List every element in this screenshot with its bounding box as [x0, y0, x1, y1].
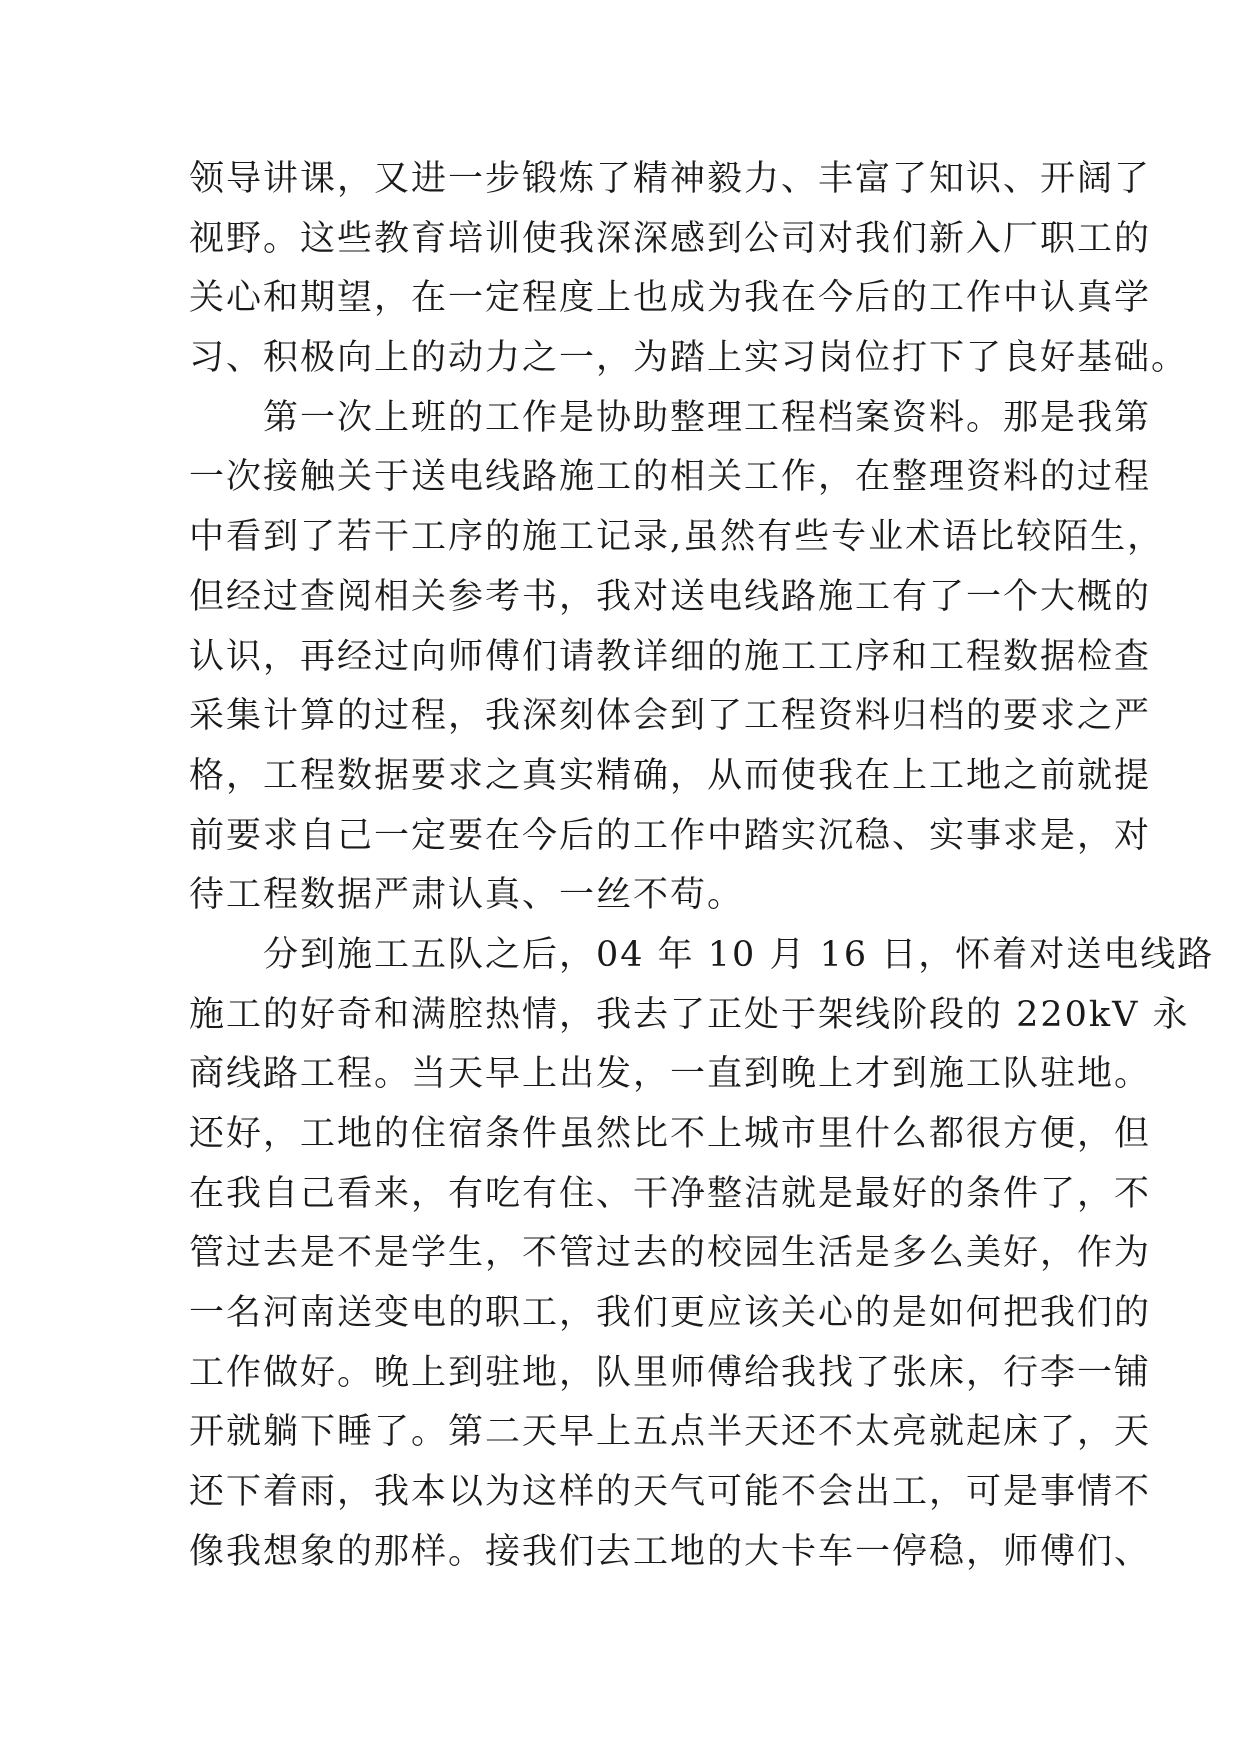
text-line: 关心和期望，在一定程度上也成为我在今后的工作中认真学	[189, 278, 1152, 319]
text-line: 开就躺下睡了。第二天早上五点半天还不太亮就起床了，天	[189, 1412, 1152, 1453]
text-line: 待工程数据严肃认真、一丝不苟。	[189, 875, 745, 916]
body-text	[189, 150, 1215, 1583]
text-line: 还下着雨，我本以为这样的天气可能不会出工，可是事情不	[189, 1472, 1152, 1513]
text-line: 还好，工地的住宿条件虽然比不上城市里什么都很方便，但	[189, 1114, 1152, 1154]
text-line: 认识，再经过向师傅们请教详细的施工工序和工程数据检查	[189, 636, 1152, 677]
text-line: 中看到了若干工序的施工记录,虽然有些专业术语比较陌生，	[189, 517, 1165, 558]
text-line: 采集计算的过程，我深刻体会到了工程资料归档的要求之严	[189, 696, 1152, 737]
text-line: 但经过查阅相关参考书，我对送电线路施工有了一个大概的	[189, 576, 1152, 617]
text-line: 视野。这些教育培训使我深深感到公司对我们新入厂职工的	[189, 218, 1152, 259]
text-line: 格，工程数据要求之真实精确，从而使我在上工地之前就提	[189, 755, 1152, 796]
text-line: 施工的好奇和满腔热情，我去了正处于架线阶段的 220kV 永	[189, 994, 1190, 1035]
text-line: 领导讲课，又进一步锻炼了精神毅力、丰富了知识、开阔了	[189, 159, 1152, 199]
paragraph-start-line: 第一次上班的工作是协助整理工程档案资料。那是我第	[189, 397, 1152, 438]
text-line: 管过去是不是学生，不管过去的校园生活是多么美好，作为	[189, 1233, 1152, 1274]
text-line: 在我自己看来，有吃有住、干净整洁就是最好的条件了，不	[189, 1173, 1152, 1214]
paragraph-start-line: 分到施工五队之后，04 年 10 月 16 日，怀着对送电线路	[189, 934, 1215, 975]
text-line: 工作做好。晚上到驻地，队里师傅给我找了张床，行李一铺	[189, 1352, 1152, 1393]
text-line: 一名河南送变电的职工，我们更应该关心的是如何把我们的	[189, 1293, 1152, 1334]
text-line: 前要求自己一定要在今后的工作中踏实沉稳、实事求是，对	[189, 815, 1152, 856]
text-line: 商线路工程。当天早上出发，一直到晚上才到施工队驻地。	[189, 1054, 1152, 1095]
text-line: 像我想象的那样。接我们去工地的大卡车一停稳，师傅们、	[189, 1531, 1152, 1572]
text-line: 一次接触关于送电线路施工的相关工作，在整理资料的过程	[189, 457, 1152, 498]
text-line: 习、积极向上的动力之一，为踏上实习岗位打下了良好基础。	[189, 338, 1189, 379]
